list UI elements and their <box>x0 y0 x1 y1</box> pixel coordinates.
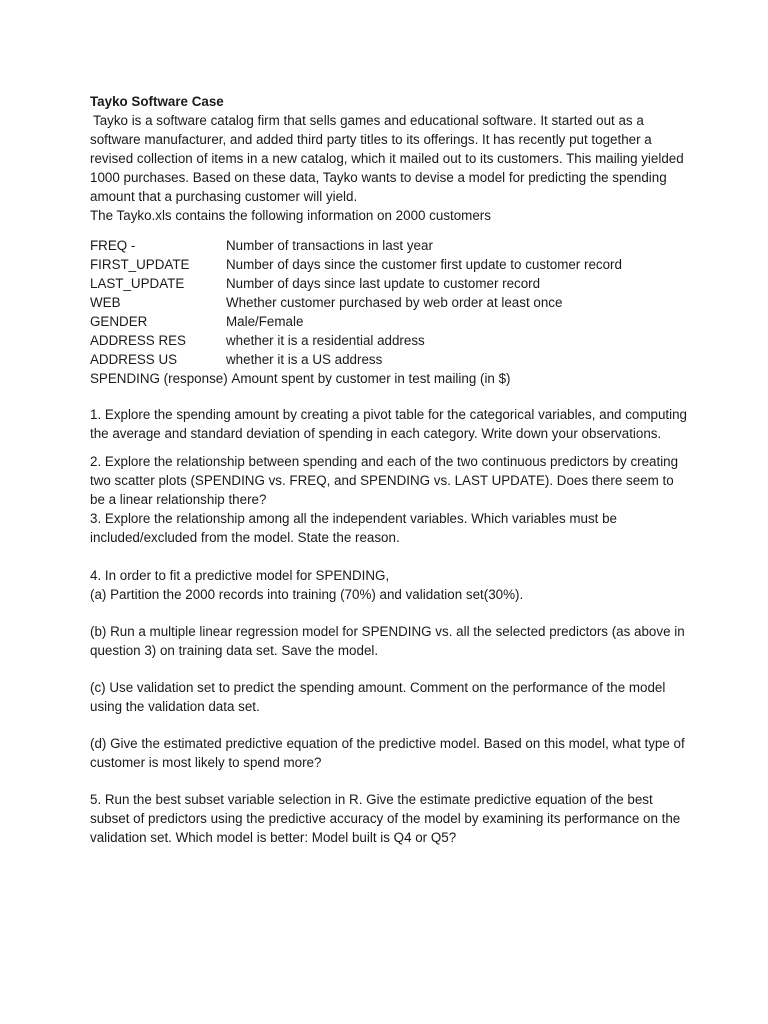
variable-name: ADDRESS US <box>90 352 178 367</box>
variable-row <box>90 236 690 255</box>
variable-description: Whether customer purchased by web order at least once <box>226 295 563 310</box>
variable-name: ADDRESS RES <box>90 333 186 348</box>
variable-description: Number of transactions in last year <box>226 238 433 253</box>
variable-row <box>90 255 690 274</box>
variable-name: WEB <box>90 295 121 310</box>
document-page <box>90 92 690 847</box>
variable-description: whether it is a US address <box>226 352 383 367</box>
variable-description: Number of days since last update to customer record <box>226 276 541 291</box>
variable-definitions <box>90 236 690 388</box>
variable-name: GENDER <box>90 314 148 329</box>
question-4a: (a) Partition the 2000 records into training (70%) and validation set(30%). <box>90 587 524 602</box>
intro-paragraph: Tayko is a software catalog firm that sells games and educational software. It started out as a software manufacturer, and added third party titles to its offerings. It has recently put together a revised collection of items in a new catalog, which it mailed out to its customers. This mailing yielded 1000 purchases. Based on these data, Tayko wants to devise a model for predicting the spending amount that a purchasing customer will yield. <box>90 113 684 204</box>
question-4b: (b) Run a multiple linear regression model for SPENDING vs. all the selected predictors (as above in question 3) on training data set. Save the model. <box>90 624 685 658</box>
variable-row <box>90 331 690 350</box>
question-4d: (d) Give the estimated predictive equation of the predictive model. Based on this model, what type of customer is most likely to spend more? <box>90 736 685 770</box>
variable-row <box>90 350 690 369</box>
variable-row <box>90 274 690 293</box>
variable-row <box>90 369 690 388</box>
question-2: 2. Explore the relationship between spending and each of the two continuous predictors by creating two scatter plots (SPENDING vs. FREQ, and SPENDING vs. LAST UPDATE). Does there seem to be a linear relationship there? <box>90 454 679 507</box>
document-title: Tayko Software Case <box>90 94 224 109</box>
variable-name: LAST_UPDATE <box>90 276 185 291</box>
variable-description: Male/Female <box>226 314 304 329</box>
question-4c: (c) Use validation set to predict the spending amount. Comment on the performance of the model using the validation data set. <box>90 680 666 714</box>
question-5: 5. Run the best subset variable selection in R. Give the estimate predictive equation of the best subset of predictors using the predictive accuracy of the model by examining its performance on the validation set. Which model is better: Model built is Q4 or Q5? <box>90 792 681 845</box>
variable-row <box>90 293 690 312</box>
question-1: 1. Explore the spending amount by creating a pivot table for the categorical variables, and computing the average and standard deviation of spending in each category. Write down your observations. <box>90 407 687 441</box>
question-3: 3. Explore the relationship among all the independent variables. Which variables must be included/excluded from the model. State the reason. <box>90 511 618 545</box>
question-4: 4. In order to fit a predictive model for SPENDING, <box>90 568 390 583</box>
variable-description: Amount spent by customer in test mailing (in $) <box>231 371 511 386</box>
data-description: The Tayko.xls contains the following information on 2000 customers <box>90 208 491 223</box>
variable-description: Number of days since the customer first update to customer record <box>226 257 622 272</box>
variable-name: FREQ - <box>90 238 136 253</box>
variable-row <box>90 312 690 331</box>
variable-name: SPENDING (response) <box>90 371 228 386</box>
variable-name: FIRST_UPDATE <box>90 257 190 272</box>
variable-description: whether it is a residential address <box>226 333 425 348</box>
